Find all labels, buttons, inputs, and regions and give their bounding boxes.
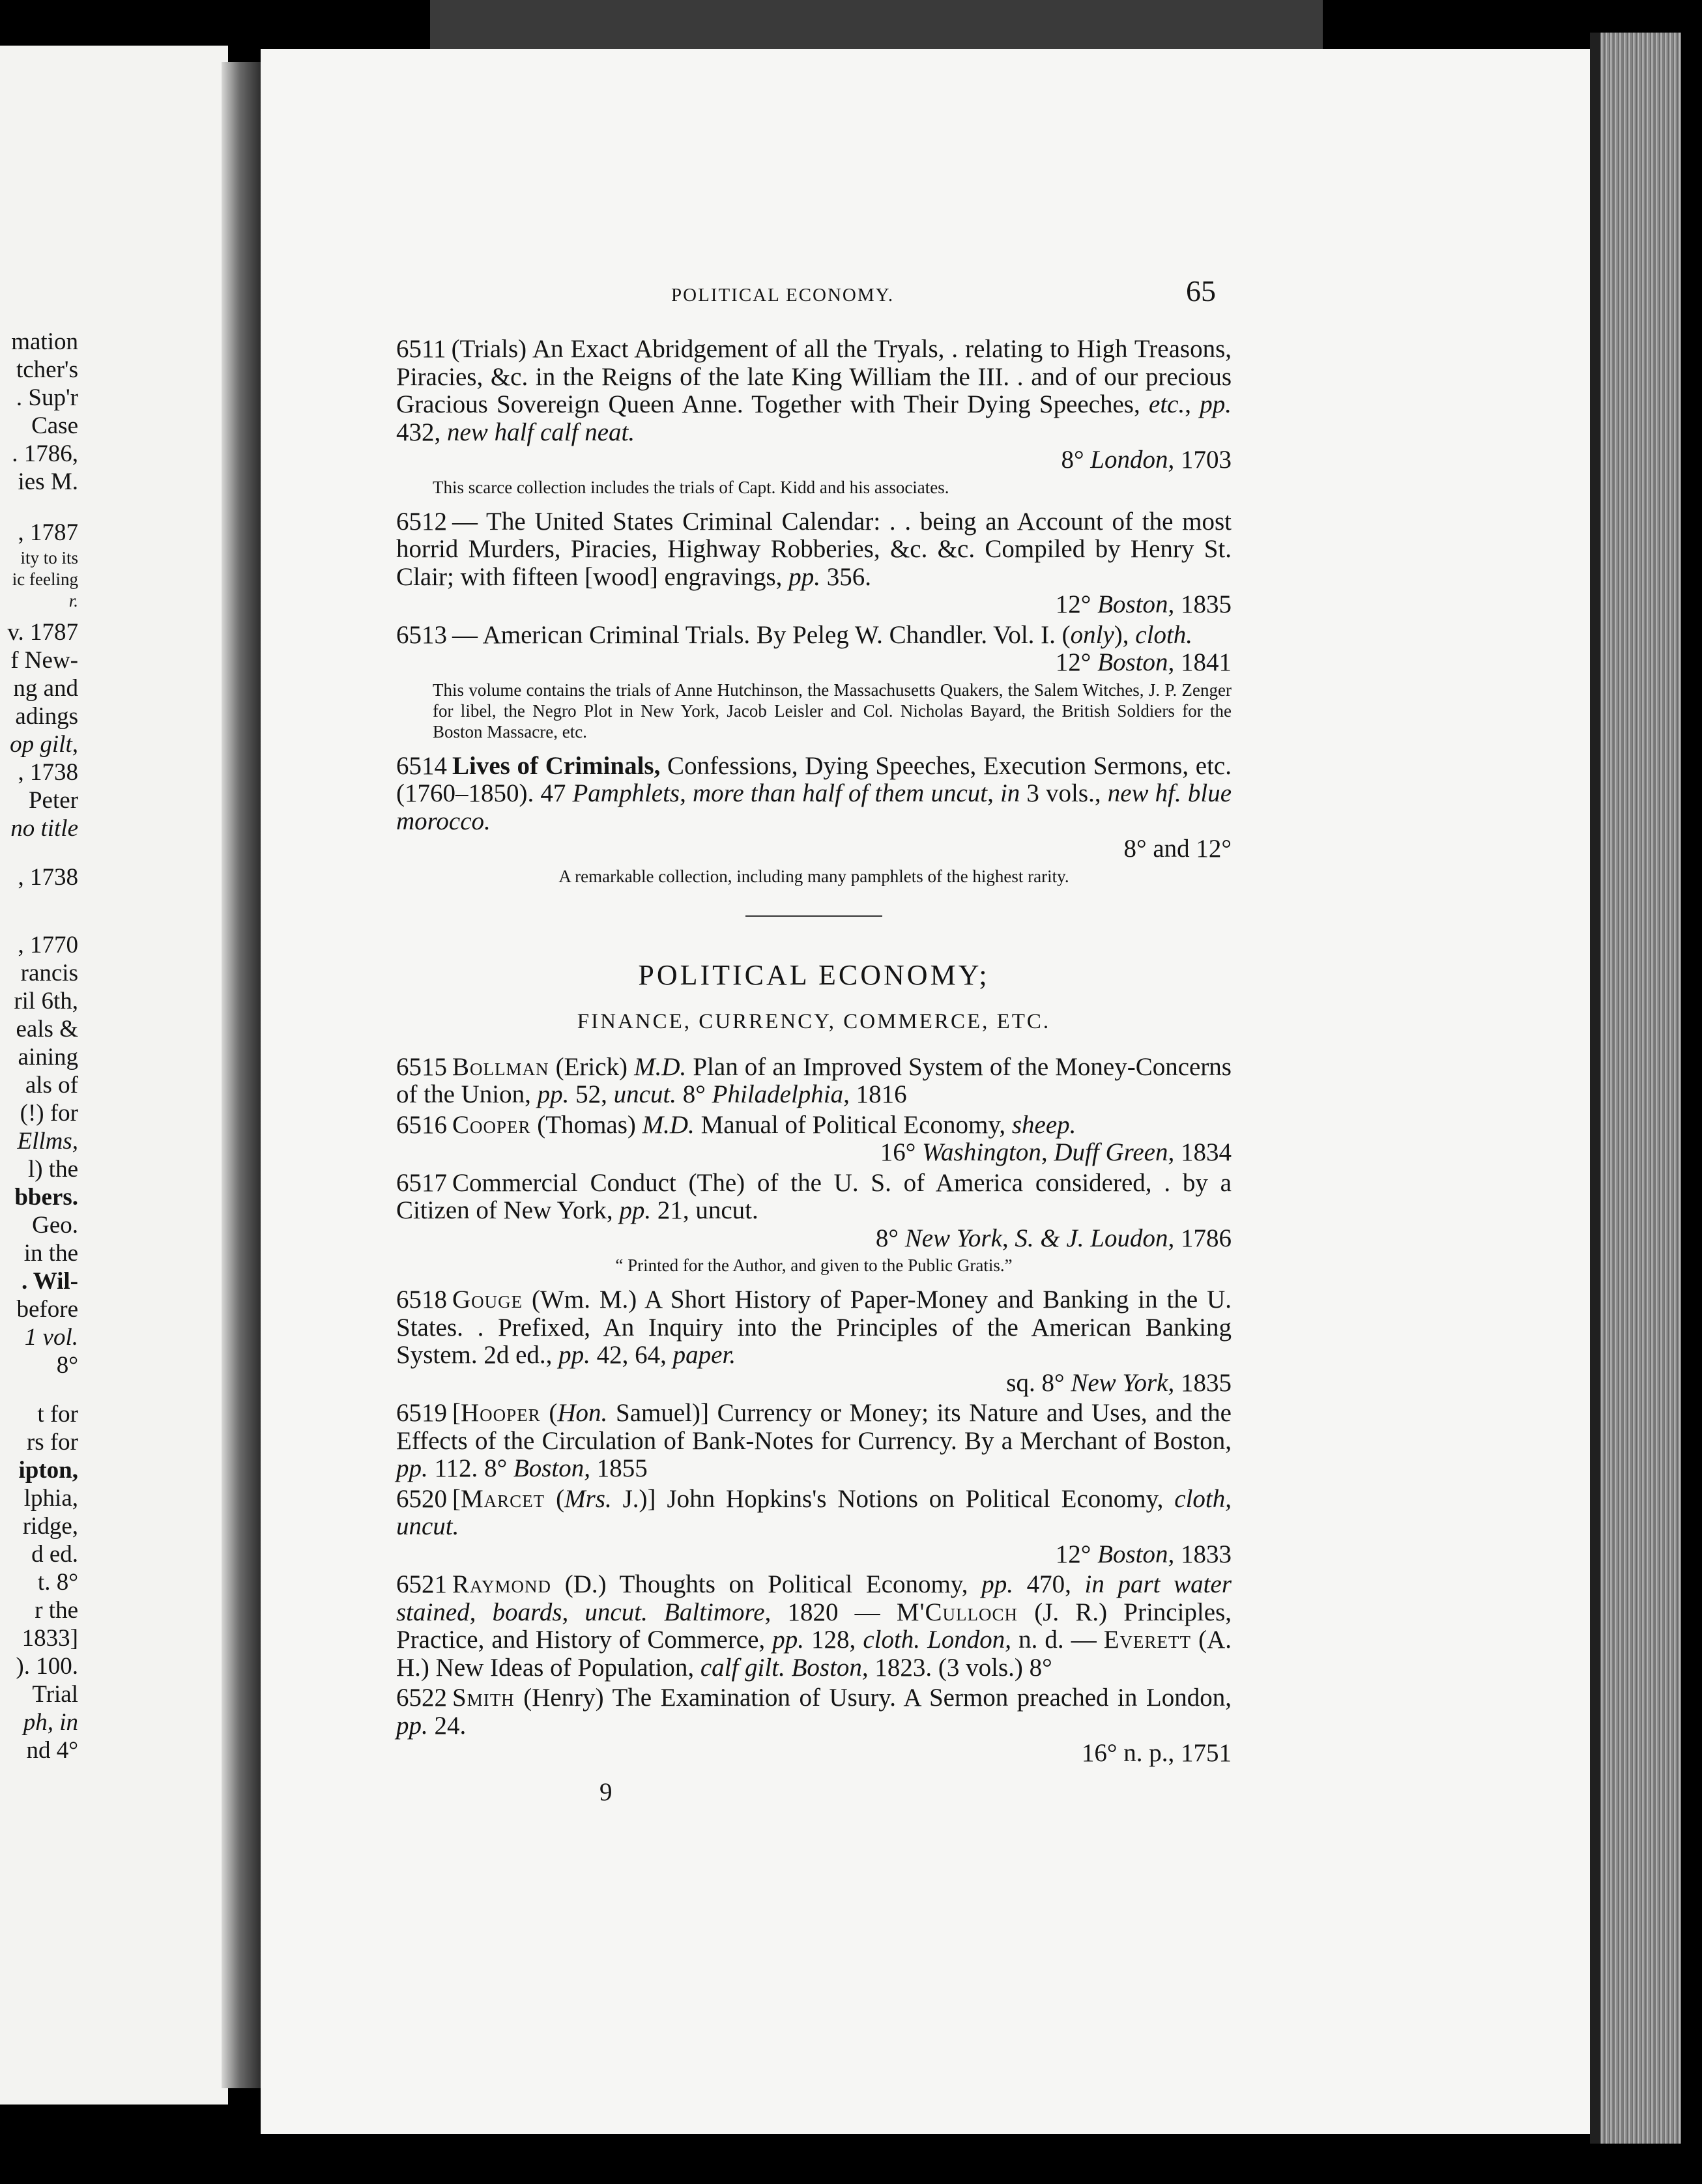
running-head: POLITICAL ECONOMY. [671, 285, 895, 306]
catalog-content [396, 336, 1232, 1770]
lot-number: 6522 [396, 1684, 447, 1712]
left-fragment: nd 4° [26, 1737, 78, 1764]
left-fragment: ridge, [22, 1513, 78, 1540]
lot-number: 6517 [396, 1168, 447, 1197]
section-subtitle: FINANCE, CURRENCY, COMMERCE, ETC. [577, 1009, 1051, 1033]
page-edge-shadow [1590, 33, 1600, 2144]
lot-number: 6515 [396, 1052, 447, 1081]
left-fragment: ng and [13, 675, 78, 702]
left-fragment: t for [37, 1401, 78, 1428]
left-fragment: Case [31, 412, 78, 439]
left-fragment: , 1770 [18, 932, 78, 958]
left-facing-page [0, 46, 228, 2105]
catalog-entry-6515: 6515 Bollman (Erick) M.D. Plan of an Improved System of the Money-Concerns of the Union, pp. 52, uncut. 8° Philadelphia, 1816 [396, 1052, 1232, 1108]
signature-mark: 9 [599, 1778, 613, 1806]
left-fragment: rancis [20, 960, 78, 986]
left-fragment: op gilt, [10, 731, 78, 758]
catalog-entry-6518: 6518 Gouge (Wm. M.) A Short History of Paper-Money and Banking in the U. States. . Prefixed, An Inquiry into the Principles of the American Banking System. 2d ed., pp. 42, 64, paper. sq. 8° New York, 1835 [396, 1286, 1232, 1397]
imprint: 16° Washington, Duff Green, 1834 [880, 1138, 1232, 1166]
lot-number: 6512 [396, 507, 447, 536]
left-fragment: ic feeling [12, 569, 78, 589]
left-fragment: adings [15, 703, 78, 730]
imprint: sq. 8° New York, 1835 [1006, 1368, 1232, 1397]
left-fragment: 8° [56, 1352, 78, 1379]
lot-number: 6514 [396, 751, 447, 780]
left-fragment: , 1738 [18, 759, 78, 786]
catalog-entry-6514: 6514 Lives of Criminals, Confessions, Dying Speeches, Execution Sermons, etc. (1760–1850). 47 Pamphlets, more than half of them uncut, in 3 vols., new hf. blue morocco. 8° and 12° [396, 751, 1232, 863]
left-fragment: rs for [26, 1429, 78, 1456]
lot-number: 6521 [396, 1570, 447, 1598]
left-fragment: d ed. [31, 1541, 78, 1568]
left-fragment: t. 8° [37, 1569, 78, 1596]
entry-note: A remarkable collection, including many pamphlets of the highest rarity. [558, 866, 1069, 886]
left-fragment: . Sup'r [16, 384, 78, 411]
lot-number: 6518 [396, 1286, 447, 1314]
left-fragment: 1833] [22, 1625, 78, 1652]
catalog-entry-6521: 6521 Raymond (D.) Thoughts on Political Economy, pp. 470, in part water stained, boards, uncut. Baltimore, 1820 — M'Culloch (J. R.) Principles, Practice, and History of Commerce, pp. 128, cloth. London, n. d. — Everett (A. H.) New Ideas of Population, calf gilt. Boston, 1823. (3 vols.) 8° [396, 1570, 1232, 1682]
left-fragment: ipton, [18, 1457, 78, 1484]
lot-number: 6520 [396, 1484, 447, 1513]
entry-note: This scarce collection includes the trials of Capt. Kidd and his associates. [433, 477, 949, 497]
left-fragment: Ellms, [17, 1128, 78, 1155]
lot-number: 6513 [396, 620, 447, 649]
left-fragment: eals & [16, 1016, 78, 1042]
imprint: 12° Boston, 1835 [1055, 590, 1232, 618]
imprint: 12° Boston, 1833 [1055, 1540, 1232, 1568]
left-fragment: Peter [28, 787, 78, 814]
left-fragment: ity to its [20, 548, 78, 568]
imprint: 8° New York, S. & J. Loudon, 1786 [875, 1224, 1232, 1252]
left-fragment: , 1787 [18, 519, 78, 546]
left-fragment: ). 100. [16, 1653, 78, 1680]
left-fragment: ph, in [23, 1709, 78, 1736]
left-fragment: , 1738 [18, 864, 78, 891]
left-fragment: Geo. [32, 1212, 78, 1239]
left-fragment: bbers. [14, 1184, 78, 1211]
left-fragment: no title [10, 815, 78, 842]
left-fragment: r. [68, 591, 78, 611]
left-fragment: . 1786, [12, 440, 78, 467]
left-fragment: mation [11, 328, 78, 355]
catalog-entry-6513: 6513 — American Criminal Trials. By Peleg W. Chandler. Vol. I. (only), cloth. 12° Boston, 1841 [396, 620, 1232, 676]
entry-note: “ Printed for the Author, and given to the Public Gratis.” [615, 1256, 1013, 1275]
left-fragment: als of [25, 1072, 78, 1099]
page-number: 65 [1186, 274, 1216, 308]
left-fragment: l) the [27, 1156, 78, 1183]
imprint: 16° n. p., 1751 [1081, 1739, 1232, 1767]
left-fragment: aining [18, 1044, 78, 1070]
entry-note: This volume contains the trials of Anne Hutchinson, the Massachusetts Quakers, the Salem Witches, J. P. Zenger for libel, the Negro Plot in New York, Jacob Leisler and Col. Nicholas Bayard, the British Soldiers for the Boston Massacre, etc. [433, 680, 1232, 741]
left-fragment: 1 vol. [24, 1324, 78, 1351]
left-fragment: lphia, [23, 1485, 78, 1512]
page-edges [1590, 33, 1681, 2144]
catalog-entry-6511: 6511 (Trials) An Exact Abridgement of all the Tryals, . relating to High Treasons, Piracies, &c. in the Reigns of the late King William the III. . and of our precious Gracious Sovereign Queen Anne. Together with Their Dying Speeches, etc., pp. 432, new half calf neat. 8° London, 1703 [396, 335, 1232, 474]
lot-number: 6511 [396, 335, 446, 363]
catalog-entry-6517: 6517 Commercial Conduct (The) of the U. S. of America considered, . by a Citizen of New York, pp. 21, uncut. 8° New York, S. & J. Loudon, 1786 [396, 1168, 1232, 1252]
imprint: 12° Boston, 1841 [1055, 648, 1232, 676]
catalog-entry-6519: 6519 [Hooper (Hon. Samuel)] Currency or Money; its Nature and Uses, and the Effects of the Circulation of Bank-Notes for Currency. By a Merchant of Boston, pp. 112. 8° Boston, 1855 [396, 1399, 1232, 1482]
catalog-entry-6522: 6522 Smith (Henry) The Examination of Usury. A Sermon preached in London, pp. 24. 16° n. p., 1751 [396, 1684, 1232, 1767]
lot-number: 6516 [396, 1110, 447, 1139]
left-fragment: tcher's [16, 356, 78, 383]
left-fragment: f New- [10, 647, 78, 674]
left-fragment: Trial [32, 1681, 78, 1708]
left-fragment: (!) for [20, 1100, 78, 1127]
book-gutter-shadow [222, 62, 262, 2088]
left-fragment: v. 1787 [7, 619, 78, 646]
left-fragment: r the [35, 1597, 78, 1624]
catalog-entry-6516: 6516 Cooper (Thomas) M.D. Manual of Political Economy, sheep. 16° Washington, Duff Green, 1834 [396, 1110, 1232, 1166]
catalog-entry-6520: 6520 [Marcet (Mrs. J.)] John Hopkins's Notions on Political Economy, cloth, uncut. 12° Boston, 1833 [396, 1484, 1232, 1568]
section-title: POLITICAL ECONOMY; [638, 958, 990, 991]
left-fragment: ies M. [18, 468, 78, 495]
imprint: 8° and 12° [1123, 835, 1232, 863]
left-fragment: ril 6th, [14, 988, 78, 1014]
left-fragment: . Wil- [21, 1268, 78, 1295]
left-fragment: in the [23, 1240, 78, 1267]
catalog-entry-6512: 6512 — The United States Criminal Calendar: . . being an Account of the most horrid Murders, Piracies, Highway Robberies, &c. &c. Compiled by Henry St. Clair; with fifteen [wood] engravings, pp. 356. 12° Boston, 1835 [396, 507, 1232, 618]
left-fragment: before [16, 1296, 78, 1323]
lot-number: 6519 [396, 1399, 447, 1427]
imprint: 8° London, 1703 [1061, 446, 1232, 474]
section-rule [745, 915, 882, 917]
